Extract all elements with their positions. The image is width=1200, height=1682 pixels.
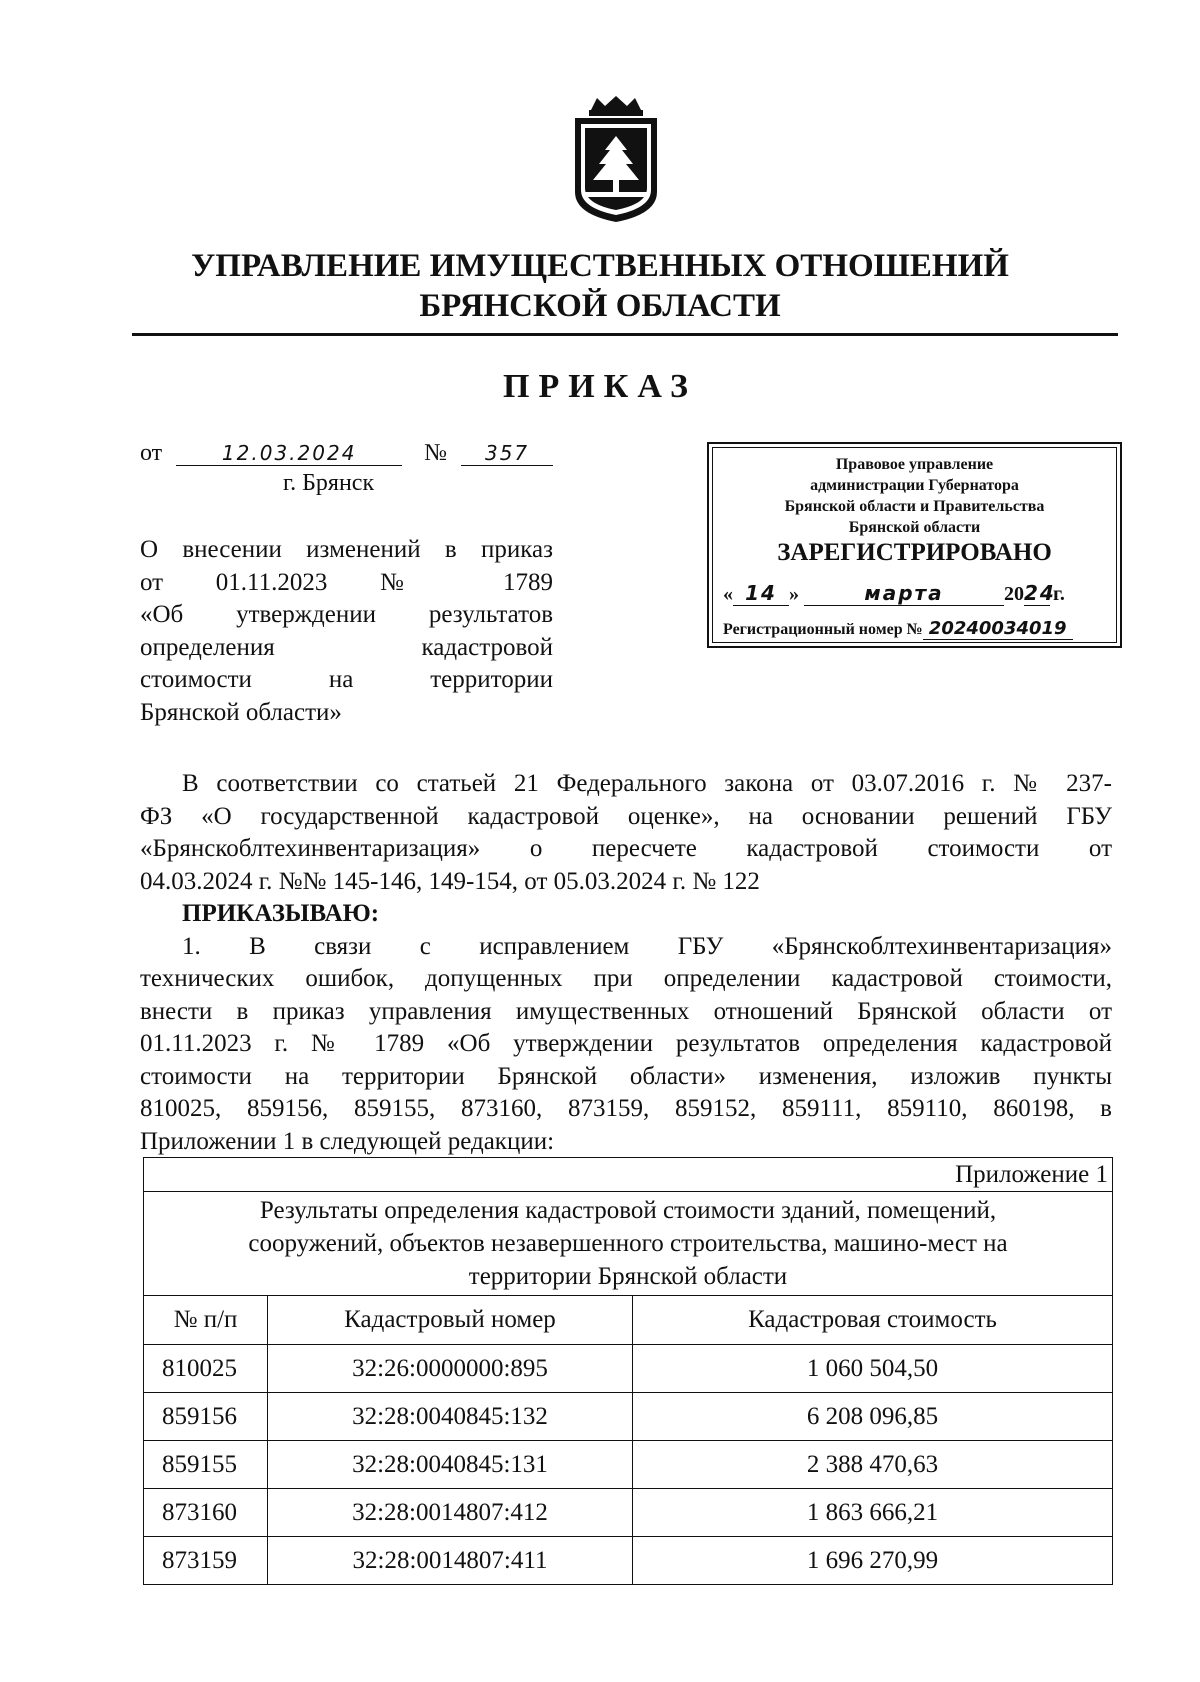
stamp-line: администрации Губернатора: [810, 477, 1019, 494]
order-subject: [140, 534, 553, 730]
stamp-line: Правовое управление: [835, 456, 994, 473]
table-row: 859156 32:28:0040845:132 6 208 096,85: [144, 1393, 1113, 1441]
stamp-line: Брянской области: [848, 519, 981, 536]
from-label: от: [140, 440, 163, 466]
subject-line: от 01.11.2023 № 1789: [140, 568, 553, 596]
cadastral-value-table: [143, 1157, 1113, 1585]
table-title: Результаты определения кадастровой стоимости зданий, помещений, сооружений, объектов незавершенного строительства, машино-мест на территории Брянской области: [144, 1192, 1113, 1296]
order-date: 12.03.2024: [176, 441, 402, 466]
order-date-line: [140, 440, 553, 467]
table-row: 810025 32:26:0000000:895 1 060 504,50: [144, 1345, 1113, 1393]
city: г. Брянск: [283, 470, 375, 496]
stamp-year: 24: [1024, 581, 1056, 605]
column-header: № п/п: [144, 1296, 268, 1345]
order-number: 357: [461, 441, 553, 466]
text-line: ФЗ «О государственной кадастровой оценке», на основании решений ГБУ: [140, 802, 1112, 830]
table-row: 859155 32:28:0040845:131 2 388 470,63: [144, 1441, 1113, 1489]
column-header: Кадастровая стоимость: [633, 1296, 1113, 1345]
text-line: 01.11.2023 г. № 1789 «Об утверждении результатов определения кадастровой: [140, 1030, 1112, 1057]
text-line: 810025, 859156, 859155, 873160, 873159, 859152, 859111, 859110, 860198, в: [140, 1095, 1112, 1122]
subject-line: стоимости на территории: [140, 666, 553, 694]
header-divider: [132, 333, 1118, 336]
subject-line: Брянской области»: [140, 698, 342, 726]
organization-name-line2: БРЯНСКОЙ ОБЛАСТИ: [419, 288, 781, 324]
table-row: 873160 32:28:0014807:412 1 863 666,21: [144, 1489, 1113, 1537]
preamble-paragraph: [140, 768, 1112, 1158]
order-word: ПРИКАЗЫВАЮ:: [182, 900, 380, 927]
organization-name-line1: УПРАВЛЕНИЕ ИМУЩЕСТВЕННЫХ ОТНОШЕНИЙ: [191, 248, 1009, 284]
subject-line: «Об утверждении результатов: [140, 601, 553, 629]
stamp-registered: ЗАРЕГИСТРИРОВАНО: [777, 539, 1052, 566]
text-line: 1. В связи с исправлением ГБУ «Брянскоблтехинвентаризация»: [182, 932, 1112, 960]
number-label: №: [424, 440, 448, 466]
text-line: технических ошибок, допущенных при определении кадастровой стоимости,: [140, 965, 1112, 992]
text-line: Приложении 1 в следующей редакции:: [140, 1127, 555, 1155]
subject-line: О внесении изменений в приказ: [140, 536, 553, 563]
stamp-date: « 14 » марта 2024г.: [723, 581, 1065, 605]
text-line: внести в приказ управления имущественных отношений Брянской области от: [140, 997, 1112, 1025]
text-line: В соответствии со статьей 21 Федерального закона от 03.07.2016 г. № 237-: [182, 770, 1112, 797]
table-row: 873159 32:28:0014807:411 1 696 270,99: [144, 1537, 1113, 1585]
text-line: стоимости на территории Брянской области» изменения, изложив пункты: [140, 1062, 1112, 1090]
table-appendix: Приложение 1: [144, 1158, 1113, 1192]
stamp-line: Брянской области и Правительства: [784, 498, 1045, 515]
registration-stamp: [707, 442, 1122, 648]
text-line: «Брянскоблтехинвентаризация» о пересчете кадастровой стоимости от: [140, 835, 1112, 862]
document-type: ПРИКАЗ: [503, 368, 697, 405]
subject-line: определения кадастровой: [140, 633, 553, 661]
stamp-month: марта: [804, 581, 1004, 606]
stamp-reg-number: Регистрационный номер № 20240034019: [723, 618, 1073, 640]
text-line: 04.03.2024 г. №№ 145-146, 149-154, от 05.03.2024 г. № 122: [140, 867, 760, 895]
column-header: Кадастровый номер: [268, 1296, 633, 1345]
coat-of-arms-icon: [567, 96, 665, 224]
stamp-day: 14: [733, 581, 789, 606]
